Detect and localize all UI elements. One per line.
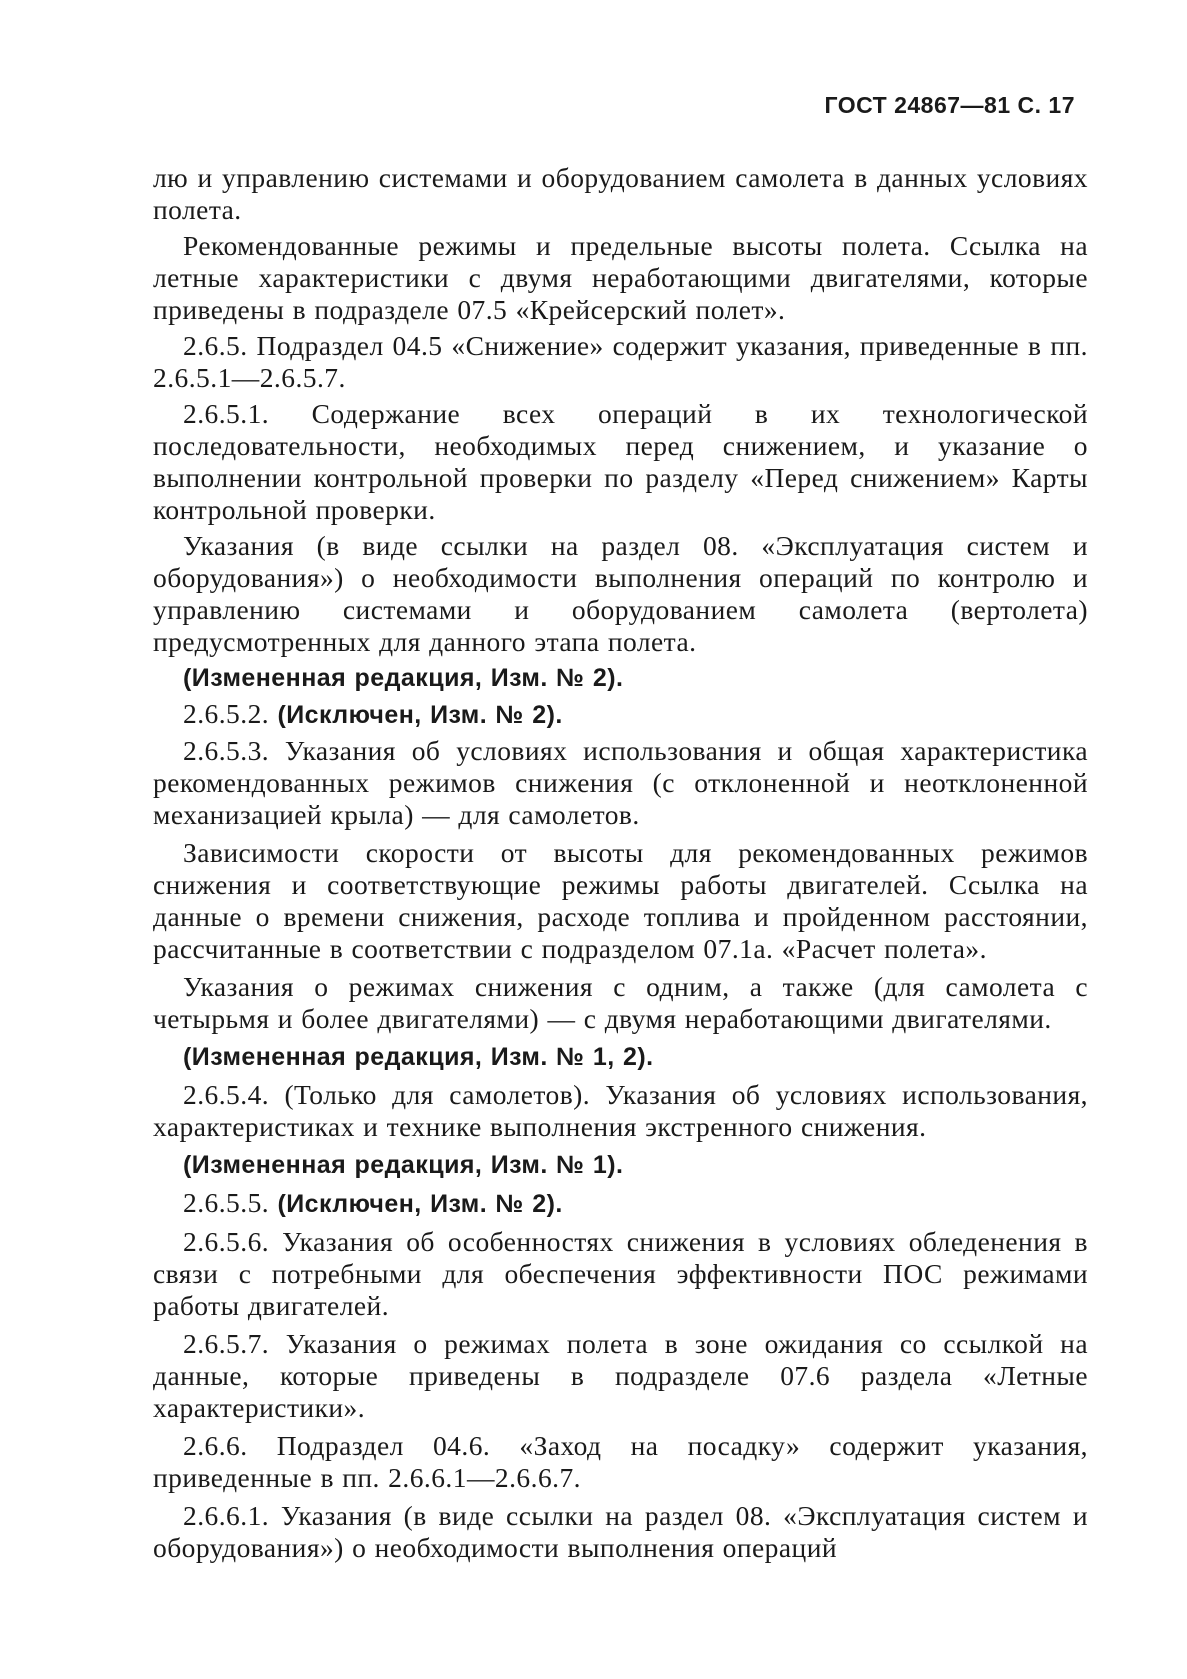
paragraph [153,1187,1088,1220]
excluded-note: (Исключен, Изм. № 2). [277,701,563,729]
paragraph: 2.6.5.1. Содержание всех операций в их технологической последовательности, необходимых перед снижением, и указание о выполнении контрольной проверки по разделу «Перед снижением» Карты контрольной проверки. [153,398,1088,525]
paragraph: 2.6.5.7. Указания о режимах полета в зоне ожидания со ссылкой на данные, которые приведены в подразделе 07.6 раздела «Летные характеристики». [153,1328,1088,1423]
page-header: ГОСТ 24867—81 С. 17 [824,92,1075,118]
amendment-note: (Измененная редакция, Изм. № 2). [183,664,624,692]
paragraph: Указания (в виде ссылки на раздел 08. «Эксплуатация систем и оборудования») о необходимости выполнения операций по контролю и управлению системами и оборудованием самолета (вертолета) предусмотренных для данного этапа полета. [153,530,1088,657]
clause-number: 2.6.5.2. [183,698,270,729]
paragraph: Указания о режимах снижения с одним, а также (для самолета с четырьмя и более двигателями) — с двумя неработающими двигателями. [153,971,1088,1034]
paragraph: 2.6.5.4. (Только для самолетов). Указания об условиях использования, характеристиках и технике выполнения экстренного снижения. [153,1079,1088,1142]
paragraph: Рекомендованные режимы и предельные высоты полета. Ссылка на летные характеристики с двумя неработающими двигателями, которые приведены в подразделе 07.5 «Крейсерский полет». [153,230,1088,325]
clause-number: 2.6.5.5. [183,1187,270,1218]
paragraph: 2.6.5. Подраздел 04.5 «Снижение» содержит указания, приведенные в пп. 2.6.5.1—2.6.5.7. [153,330,1088,393]
paragraph: 2.6.6. Подраздел 04.6. «Заход на посадку» содержит указания, приведенные в пп. 2.6.6.1—2.6.6.7. [153,1430,1088,1493]
paragraph: 2.6.5.6. Указания об особенностях снижения в условиях обледенения в связи с потребными для обеспечения эффективности ПОС режимами работы двигателей. [153,1226,1088,1321]
paragraph: 2.6.5.3. Указания об условиях использования и общая характеристика рекомендованных режимов снижения (с отклоненной и неотклоненной механизацией крыла) — для самолетов. [153,735,1088,830]
paragraph [153,698,1088,731]
amendment-note: (Измененная редакция, Изм. № 1, 2). [183,1043,654,1071]
amendment-note: (Измененная редакция, Изм. № 1). [183,1151,624,1179]
paragraph: Зависимости скорости от высоты для рекомендованных режимов снижения и соответствующие режимы работы двигателей. Ссылка на данные о времени снижения, расходе топлива и пройденном расстоянии, рассчитанные в соответствии с подразделом 07.1а. «Расчет полета». [153,837,1088,964]
paragraph: 2.6.6.1. Указания (в виде ссылки на раздел 08. «Эксплуатация систем и оборудования») о необходимости выполнения операций [153,1500,1088,1563]
paragraph: лю и управлению системами и оборудованием самолета в данных условиях полета. [153,162,1088,225]
excluded-note: (Исключен, Изм. № 2). [277,1190,563,1218]
document-body [153,162,1088,1568]
